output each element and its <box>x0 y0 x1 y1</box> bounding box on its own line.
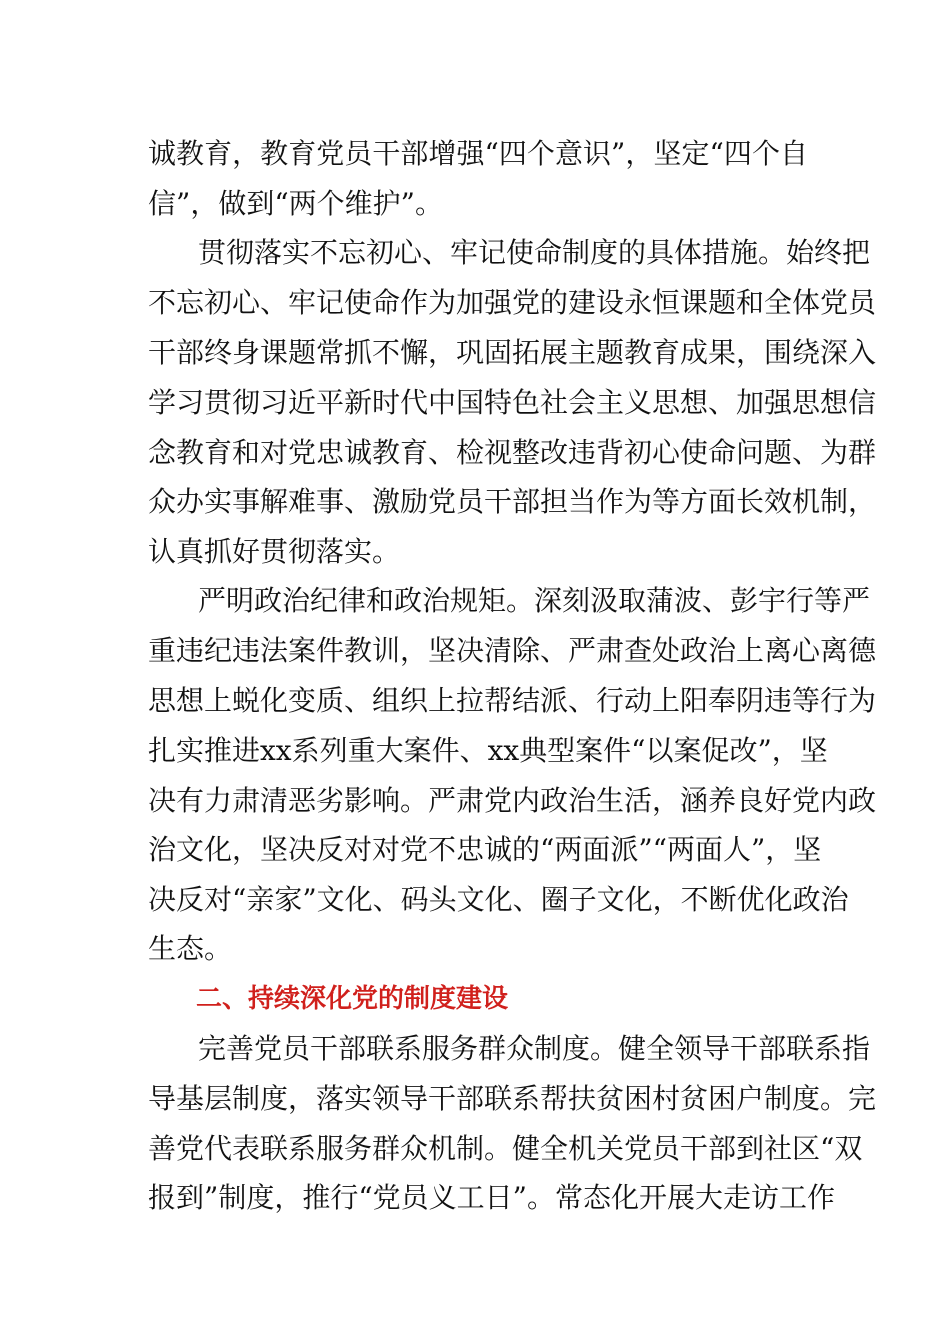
text-line: 扎实推进xx系列重大案件、xx典型案件“以案促改”，坚 <box>148 734 828 767</box>
text-line: 不忘初心、牢记使命作为加强党的建设永恒课题和全体党员 <box>148 286 877 319</box>
text-line: 严明政治纪律和政治规矩。深刻汲取蒲波、彭宇行等严 <box>198 584 871 617</box>
text-line: 众办实事解难事、激励党员干部担当作为等方面长效机制， <box>148 485 877 518</box>
text-line: 善党代表联系服务群众机制。健全机关党员干部到社区“双 <box>148 1132 863 1165</box>
text-line: 决反对“亲家”文化、码头文化、圈子文化，不断优化政治 <box>148 883 849 916</box>
text-line: 信”，做到“两个维护”。 <box>148 187 443 220</box>
text-line: 完善党员干部联系服务群众制度。健全领导干部联系指 <box>198 1032 871 1065</box>
text-line: 认真抓好贯彻落实。 <box>148 535 401 568</box>
section-heading: 二、持续深化党的制度建设 <box>196 984 509 1014</box>
text-line: 重违纪违法案件教训，坚决清除、严肃查处政治上离心离德 <box>148 634 877 667</box>
text-line: 思想上蜕化变质、组织上拉帮结派、行动上阳奉阴违等行为 <box>148 684 877 717</box>
text-line: 治文化，坚决反对对党不忠诚的“两面派”“两面人”，坚 <box>148 833 822 866</box>
text-line: 干部终身课题常抓不懈，巩固拓展主题教育成果，围绕深入 <box>148 336 877 369</box>
text-line: 贯彻落实不忘初心、牢记使命制度的具体措施。始终把 <box>198 236 871 269</box>
text-line: 念教育和对党忠诚教育、检视整改违背初心使命问题、为群 <box>148 436 877 469</box>
text-line: 报到”制度，推行“党员义工日”。常态化开展大走访工作 <box>148 1181 835 1214</box>
text-line: 诚教育，教育党员干部增强“四个意识”，坚定“四个自 <box>148 137 808 170</box>
text-line: 生态。 <box>148 932 233 965</box>
text-line: 导基层制度，落实领导干部联系帮扶贫困村贫困户制度。完 <box>148 1082 877 1115</box>
text-line: 决有力肃清恶劣影响。严肃党内政治生活，涵养良好党内政 <box>148 784 877 817</box>
text-line: 学习贯彻习近平新时代中国特色社会主义思想、加强思想信 <box>148 386 877 419</box>
